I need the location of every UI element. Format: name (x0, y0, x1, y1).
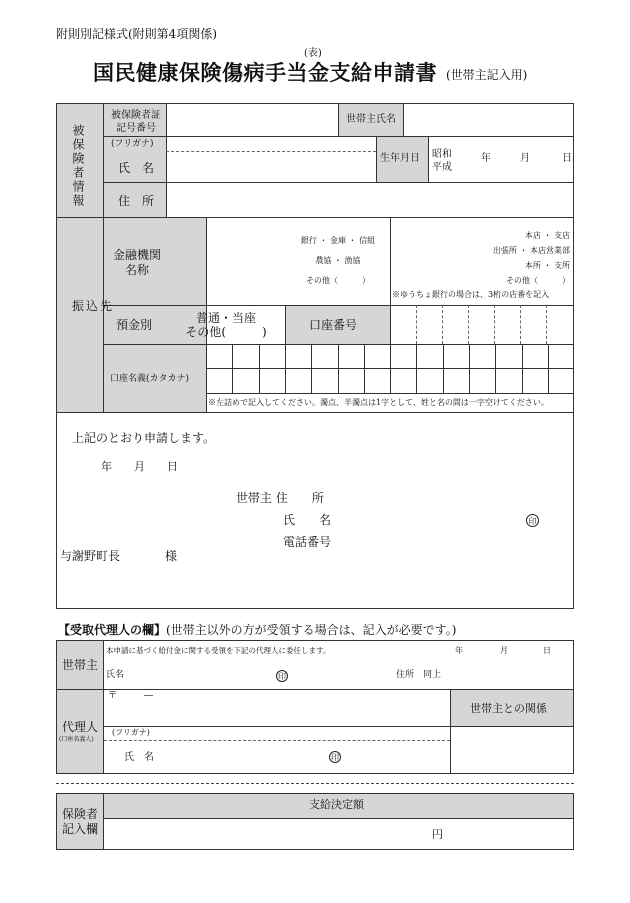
form-reference: 附則別記様式(附則第4項関係) (56, 27, 217, 41)
branch-type-options[interactable]: 本店 ・ 支店 出張所 ・ 本店営業部 本所 ・ 支所 その他（ ） (492, 231, 570, 285)
insured-furigana-input[interactable] (170, 139, 372, 151)
kana-cell-divider (232, 344, 233, 393)
agent-head-label: 世帯主 (62, 658, 99, 672)
agent-section-title: 【受取代理人の欄】 (58, 623, 167, 637)
account-number-label: 口座番号 (309, 318, 358, 332)
kana-cell-divider (364, 344, 365, 393)
insured-section-label: 被保険者情報 (71, 124, 85, 208)
insured-name-label: 氏 名 (118, 161, 155, 175)
relation-label: 世帯主との関係 (470, 702, 547, 715)
agent-furigana-input[interactable] (170, 728, 446, 739)
deposit-type-options[interactable]: 普通・当座 その他( ) (185, 311, 267, 339)
kana-cell-divider (311, 344, 312, 393)
insured-address-label: 住 所 (118, 194, 155, 208)
agent-label: 代理人 (62, 720, 99, 734)
bank-name-input[interactable] (210, 224, 290, 300)
kana-cell-divider (522, 344, 523, 393)
phone-input[interactable] (345, 532, 565, 550)
application-date[interactable]: 年 月 日 (101, 460, 178, 473)
delegation-day-label: 日 (543, 646, 551, 655)
agent-postal-label: 〒 ― (108, 691, 154, 701)
agent-head-seal-mark: 印 (278, 672, 286, 681)
phone-label: 電話番号 (283, 535, 332, 549)
delegation-month-label: 月 (500, 646, 508, 655)
page-title-suffix: (世帯主記入用) (446, 68, 528, 82)
agent-section-note: (世帯主以外の方が受領する場合は、記入が必要です。) (166, 623, 457, 637)
insurer-label: 保険者 記入欄 (62, 807, 99, 836)
head-address-input[interactable] (345, 488, 565, 506)
bank-type-options[interactable]: 銀行 ・ 金庫 ・ 信組 農協 ・ 漁協 その他（ ） (300, 236, 376, 285)
kana-entry-note: ※左詰めで記入してください。濁点、半濁点は1字として、姓と名の間は一字空けてください。 (208, 398, 549, 407)
agent-head-name-label: 氏名 (106, 670, 125, 680)
card-number-input[interactable] (170, 108, 334, 134)
addressee-honorific: 様 (165, 549, 178, 563)
delegation-text: 本申請に基づく給付金に関する受領を下記の代理人に委任します。 (106, 646, 331, 655)
transfer-section-label: 振込先 (72, 299, 115, 313)
kana-cell-divider (390, 344, 391, 393)
birth-month-label: 月 (520, 153, 530, 164)
relation-input[interactable] (455, 730, 569, 770)
birth-date-label: 生年月日 (380, 153, 420, 164)
front-side-mark: (表) (304, 48, 322, 59)
amount-label: 支給決定額 (309, 798, 364, 811)
agent-sublabel: (口座名義人) (59, 736, 94, 743)
cut-line (56, 783, 574, 784)
head-name-input[interactable] (345, 510, 515, 528)
insured-address-input[interactable] (170, 187, 570, 213)
agent-address-input[interactable] (108, 704, 446, 722)
head-seal-mark: 印 (526, 514, 539, 527)
agent-name-label: 氏 名 (124, 752, 154, 763)
yucho-note: ※ゆうちょ銀行の場合は、3桁の店番を記入 (392, 290, 550, 299)
card-number-label: 被保険者証 記号番号 (111, 110, 161, 134)
kana-cell-divider (469, 344, 470, 393)
page-title: 国民健康保険傷病手当金支給申請書 (93, 60, 437, 85)
head-address-label: 世帯主 住 所 (236, 491, 324, 505)
account-name-label: 口座名義(カタカナ) (110, 374, 190, 384)
agent-furigana-label: (フリガナ) (112, 728, 150, 737)
agent-head-name-input[interactable] (124, 667, 264, 683)
birth-day-label: 日 (562, 153, 572, 164)
kana-cell-divider (338, 344, 339, 393)
birth-year-label: 年 (481, 153, 491, 164)
kana-cell-divider (416, 344, 417, 393)
agent-head-address-label: 住所 同上 (396, 670, 442, 680)
insured-furigana-label: (フリガナ) (111, 139, 154, 149)
kana-cell-divider (548, 344, 549, 393)
kana-cell-divider (443, 344, 444, 393)
addressee: 与謝野町長 (60, 549, 121, 563)
deposit-type-label: 預金別 (116, 318, 153, 332)
delegation-year-label: 年 (455, 646, 463, 655)
amount-input[interactable] (108, 822, 424, 846)
insured-name-input[interactable] (170, 155, 372, 179)
yen-unit: 円 (432, 828, 443, 841)
bank-name-label: 金融機関 名称 (112, 248, 161, 277)
agent-name-input[interactable] (170, 746, 320, 768)
head-name-label: 氏 名 (283, 513, 332, 527)
kana-cell-divider (495, 344, 496, 393)
household-head-name-input[interactable] (408, 108, 570, 134)
branch-name-input[interactable] (394, 224, 468, 284)
application-statement: 上記のとおり申請します。 (72, 431, 216, 445)
era-options[interactable]: 昭和 平成 (432, 149, 452, 173)
household-head-name-label: 世帯主氏名 (346, 114, 396, 125)
kana-cell-divider (285, 344, 286, 393)
agent-seal-mark: 印 (331, 753, 339, 762)
kana-cell-divider (259, 344, 260, 393)
